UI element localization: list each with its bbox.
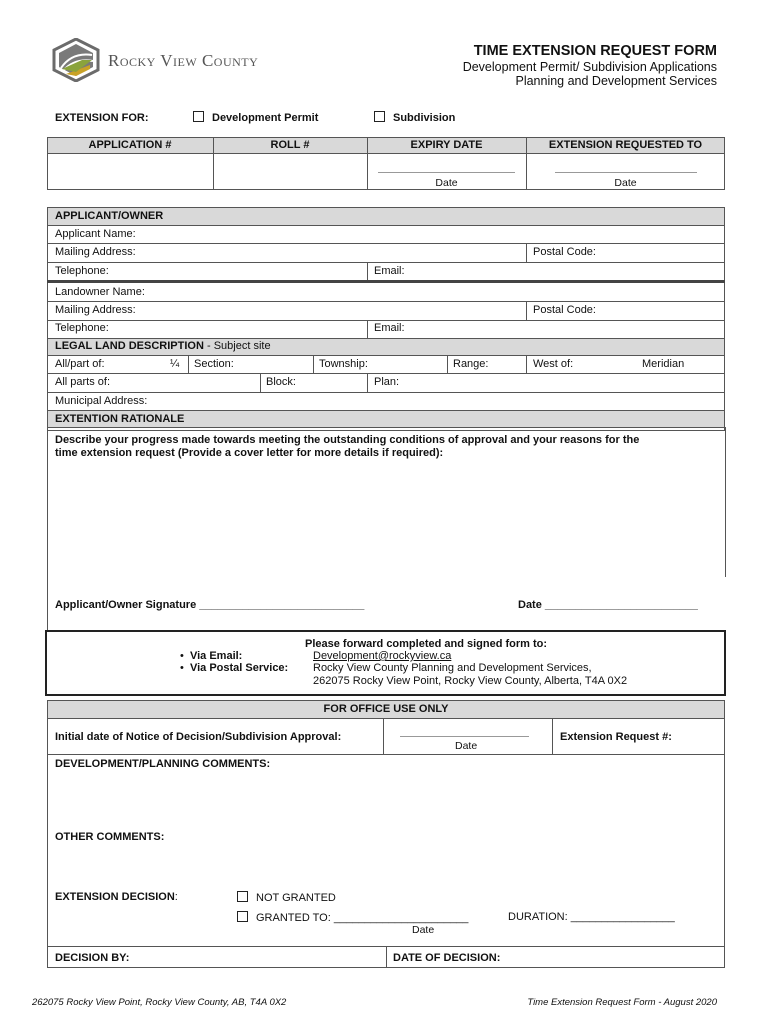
- applicant-information-block: [47, 207, 725, 431]
- form-subtitle-2: Planning and Development Services: [515, 74, 717, 88]
- applicant-telephone-label[interactable]: Telephone:: [55, 265, 109, 277]
- forward-heading: Please forward completed and signed form to:: [305, 638, 548, 650]
- application-number-field[interactable]: [48, 154, 212, 189]
- extension-requested-date-field[interactable]: [555, 172, 697, 173]
- forward-postal-line-1: Rocky View County Planning and Development Services,: [313, 662, 592, 674]
- subdivision-label: Subdivision: [393, 112, 456, 124]
- extension-requested-to-header: EXTENSION REQUESTED TO: [548, 139, 703, 151]
- forward-postal-row: [180, 662, 288, 674]
- other-comments-area[interactable]: [55, 846, 719, 886]
- application-number-header: APPLICATION #: [88, 139, 172, 151]
- extension-request-number-label[interactable]: Extension Request #:: [560, 731, 672, 743]
- other-comments-label: OTHER COMMENTS:: [55, 831, 165, 843]
- decision-by-label[interactable]: DECISION BY:: [55, 952, 130, 964]
- form-title: TIME EXTENSION REQUEST FORM: [473, 43, 717, 59]
- rocky-view-logo-icon: [52, 38, 100, 82]
- subdivision-checkbox[interactable]: [374, 111, 385, 122]
- meridian-label: Meridian: [642, 358, 685, 370]
- landowner-postal-code-label[interactable]: Postal Code:: [533, 304, 596, 316]
- office-use-title: FOR OFFICE USE ONLY: [323, 703, 449, 715]
- landowner-email-label[interactable]: Email:: [374, 322, 405, 334]
- legal-land-description-subject: - Subject site: [203, 340, 271, 352]
- applicant-email-label[interactable]: Email:: [374, 265, 405, 277]
- expiry-date-caption: Date: [435, 177, 458, 189]
- expiry-date-header: EXPIRY DATE: [410, 139, 483, 151]
- extension-decision-label: [55, 891, 178, 903]
- bullet-icon: •: [180, 662, 190, 674]
- development-permit-label: Development Permit: [212, 112, 319, 124]
- applicant-mailing-address-label[interactable]: Mailing Address:: [55, 246, 136, 258]
- extension-requested-date-caption: Date: [614, 177, 637, 189]
- plan-label[interactable]: Plan:: [374, 376, 400, 388]
- not-granted-label: NOT GRANTED: [256, 892, 336, 904]
- via-postal-label: Via Postal Service:: [189, 662, 289, 674]
- not-granted-checkbox[interactable]: [237, 891, 248, 902]
- landowner-telephone-label[interactable]: Telephone:: [55, 322, 109, 334]
- forward-email-row: [180, 650, 242, 662]
- applicant-postal-code-label[interactable]: Postal Code:: [533, 246, 596, 258]
- extension-decision-text: EXTENSION DECISION: [55, 891, 175, 903]
- rationale-text-area[interactable]: [55, 462, 719, 590]
- development-permit-option[interactable]: [193, 111, 318, 124]
- section-label[interactable]: Section:: [194, 358, 234, 370]
- applicant-owner-section-title: APPLICANT/OWNER: [55, 210, 164, 222]
- not-granted-option[interactable]: [237, 891, 336, 904]
- subdivision-option[interactable]: [374, 111, 455, 124]
- west-of-label[interactable]: West of:: [533, 358, 574, 370]
- roll-number-header: ROLL #: [270, 139, 310, 151]
- extension-decision-colon: :: [174, 891, 178, 903]
- landowner-name-label[interactable]: Landowner Name:: [55, 286, 145, 298]
- initial-date-label: Initial date of Notice of Decision/Subdivision Approval:: [55, 731, 342, 743]
- development-planning-comments-label: DEVELOPMENT/PLANNING COMMENTS:: [55, 758, 271, 770]
- form-subtitle-1: Development Permit/ Subdivision Applications: [462, 60, 717, 74]
- forward-postal-line-2: 262075 Rocky View Point, Rocky View County, Alberta, T4A 0X2: [313, 675, 628, 687]
- applicant-signature-line[interactable]: Applicant/Owner Signature ___________________________: [55, 599, 365, 611]
- granted-to-label: GRANTED TO: ______________________: [256, 912, 469, 924]
- rationale-instructions-line-1: Describe your progress made towards meeting the outstanding conditions of approval and your reasons for the: [55, 434, 640, 446]
- bullet-icon: •: [180, 650, 190, 662]
- logo-text: Rocky View County: [108, 51, 259, 70]
- granted-to-checkbox[interactable]: [237, 911, 248, 922]
- date-of-decision-label[interactable]: DATE OF DECISION:: [393, 952, 501, 964]
- range-label[interactable]: Range:: [453, 358, 489, 370]
- initial-date-field[interactable]: [400, 736, 529, 737]
- municipal-address-label[interactable]: Municipal Address:: [55, 395, 148, 407]
- expiry-date-field[interactable]: [378, 172, 515, 173]
- footer-form-version: Time Extension Request Form - August 2020: [527, 997, 717, 1008]
- forward-email-link[interactable]: Development@rockyview.ca: [313, 650, 452, 662]
- landowner-mailing-address-label[interactable]: Mailing Address:: [55, 304, 136, 316]
- block-label[interactable]: Block:: [266, 376, 296, 388]
- quarter-symbol: ¼: [170, 358, 180, 370]
- development-permit-checkbox[interactable]: [193, 111, 204, 122]
- county-logo: [52, 38, 302, 82]
- all-part-of-label[interactable]: All/part of:: [55, 358, 105, 370]
- footer-address: 262075 Rocky View Point, Rocky View County, AB, T4A 0X2: [32, 997, 287, 1008]
- granted-to-date-caption: Date: [412, 924, 435, 936]
- granted-to-option[interactable]: [237, 911, 468, 924]
- extension-for-label: EXTENSION FOR:: [55, 112, 149, 124]
- legal-land-description-bold: LEGAL LAND DESCRIPTION: [55, 340, 204, 352]
- duration-label[interactable]: DURATION: _________________: [508, 911, 675, 923]
- all-parts-of-label[interactable]: All parts of:: [55, 376, 111, 388]
- initial-date-caption: Date: [455, 740, 478, 752]
- applicant-name-label[interactable]: Applicant Name:: [55, 228, 136, 240]
- township-label[interactable]: Township:: [319, 358, 368, 370]
- via-email-label: Via Email:: [189, 650, 243, 662]
- extension-rationale-title: EXTENTION RATIONALE: [55, 413, 185, 425]
- rationale-instructions-line-2: time extension request (Provide a cover letter for more details if required):: [55, 447, 444, 459]
- development-planning-comments-area[interactable]: [55, 773, 719, 825]
- legal-land-description-title: [55, 340, 271, 352]
- applicant-signature-date-line[interactable]: Date _________________________: [518, 599, 698, 611]
- roll-number-field[interactable]: [214, 154, 366, 189]
